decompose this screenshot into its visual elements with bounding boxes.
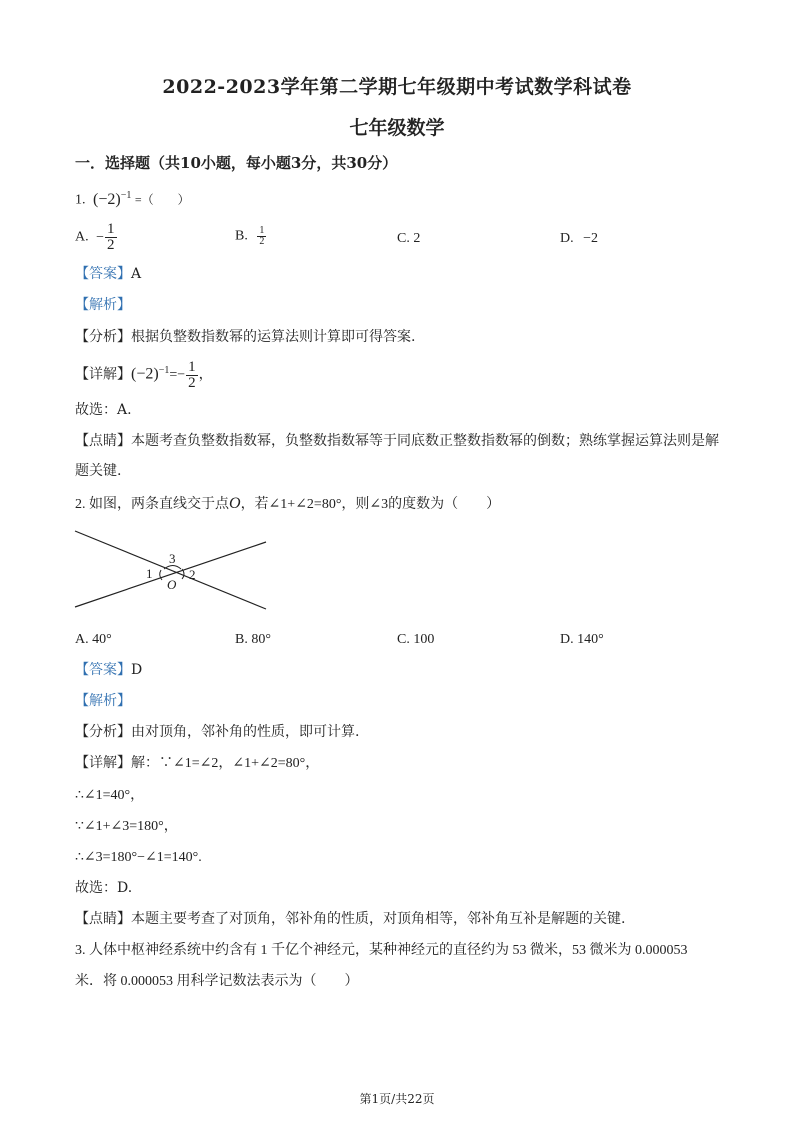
q2-analysis-tag: 【解析】 (75, 693, 131, 709)
q1-option-d-value: −2 (583, 231, 599, 246)
q1-option-a (75, 222, 118, 253)
q2-detail-step3: ∵∠1+∠3=180°， (75, 819, 178, 834)
q1-comment-text: 本题考查负整数指数幂，负整数指数幂等于同底数正整数指数幂的倒数；熟练掌握运算法则是解 (131, 433, 719, 449)
q1-option-b-den: 2 (259, 236, 265, 247)
q2-comment-text: 本题主要考查了对顶角，邻补角的性质，对顶角相等，邻补角互补是解题的关键. (131, 911, 626, 927)
q1-option-d-label: D. (560, 231, 574, 246)
page-title: 2022-2023学年第二学期七年级期中考试数学科试卷 (162, 76, 632, 98)
q1-fenxi (75, 327, 415, 347)
q1-analysis-tag: 【解析】 (75, 297, 131, 313)
q1-detail-den: 2 (188, 375, 196, 391)
q1-option-b (235, 226, 267, 247)
q2-point: O (229, 495, 241, 512)
q1-answer (75, 264, 141, 284)
q1-comment-tag: 【点睛】 (75, 433, 131, 449)
q1-stem (75, 186, 190, 211)
q2-label-3: 3 (169, 551, 176, 566)
q1-detail-expr: (−2) (131, 365, 159, 383)
q1-option-a-fraction (105, 222, 117, 253)
q2-detail (75, 754, 319, 774)
q1-detail (75, 360, 213, 391)
q1-detail-eq: =− (169, 367, 186, 383)
q2-stem-part2: ，若∠1+∠2=80°，则∠3的度数为（ ） (240, 497, 501, 512)
q2-fenxi (75, 722, 359, 742)
q3-stem-line1: 3. 人体中枢神经系统中约含有 1 千亿个神经元，某种神经元的直径约为 53 微米，53 微米为 0.000053 (75, 943, 688, 958)
q2-answer (75, 660, 142, 680)
q1-answer-tag: 【答案】 (75, 266, 131, 282)
q1-detail-fraction (186, 360, 198, 391)
q1-fenxi-tag: 【分析】 (75, 329, 131, 345)
q2-label-1: 1 (146, 566, 153, 581)
q1-option-a-num: 1 (107, 221, 115, 237)
q1-base: (−2) (93, 190, 121, 208)
q1-detail-num: 1 (188, 359, 196, 375)
q2-option-d: D. 140° (560, 632, 604, 647)
q2-option-c: C. 100 (397, 632, 435, 647)
q1-detail-end: ， (198, 367, 213, 383)
q1-option-b-label: B. (235, 228, 248, 244)
q1-number: 1. (75, 192, 86, 208)
q2-detail-step4: ∴∠3=180°−∠1=140°. (75, 850, 202, 865)
q2-comment (75, 909, 625, 929)
q1-analysis (75, 295, 131, 315)
q3-stem-line2: 米．将 0.000053 用科学记数法表示为（ ） (75, 974, 359, 989)
q2-figure (70, 525, 275, 615)
q2-analysis (75, 691, 131, 711)
q1-comment (75, 431, 719, 451)
q2-choose: 故选：D. (75, 880, 133, 896)
q1-equals: =（ ） (134, 192, 190, 207)
q1-option-a-den: 2 (107, 237, 115, 253)
q1-option-d (560, 229, 598, 249)
q2-option-a: A. 40° (75, 632, 112, 647)
q2-detail-tag: 【详解】 (75, 756, 131, 771)
q1-option-b-fraction (257, 226, 266, 247)
q1-option-b-num: 1 (259, 225, 265, 236)
q1-fenxi-text: 根据负整数指数幂的运算法则计算即可得答案. (131, 329, 416, 345)
q1-option-a-sign: − (96, 229, 105, 245)
q2-answer-value: D (131, 662, 143, 678)
page-footer: 第1页/共22页 (359, 1092, 435, 1106)
section-heading: 一．选择题（共10小题，每小题3分，共30分） (75, 154, 398, 172)
page-subtitle: 七年级数学 (349, 117, 445, 139)
q2-answer-tag: 【答案】 (75, 662, 131, 678)
q2-option-b: B. 80° (235, 632, 271, 647)
q2-stem (75, 494, 500, 515)
q2-label-2: 2 (189, 567, 196, 582)
q2-fenxi-text: 由对顶角，邻补角的性质，即可计算. (131, 724, 360, 740)
q1-detail-tag: 【详解】 (75, 367, 131, 383)
q1-option-c: C. 2 (397, 231, 421, 246)
q1-option-a-label: A. (75, 229, 89, 245)
q2-detail-line1: 解：∵∠1=∠2，∠1+∠2=80°， (131, 756, 320, 771)
q1-exponent: −1 (120, 190, 132, 201)
q1-detail-exp: −1 (158, 365, 170, 377)
q2-fenxi-tag: 【分析】 (75, 724, 131, 740)
q2-stem-part1: 2. 如图，两条直线交于点 (75, 497, 229, 512)
q1-comment-cont: 题关键. (75, 463, 122, 479)
q1-answer-value: A (131, 266, 142, 282)
q2-detail-step2: ∴∠1=40°， (75, 788, 145, 803)
q2-comment-tag: 【点睛】 (75, 911, 131, 927)
q2-label-o: O (167, 577, 177, 592)
q1-choose: 故选：A. (75, 402, 132, 418)
